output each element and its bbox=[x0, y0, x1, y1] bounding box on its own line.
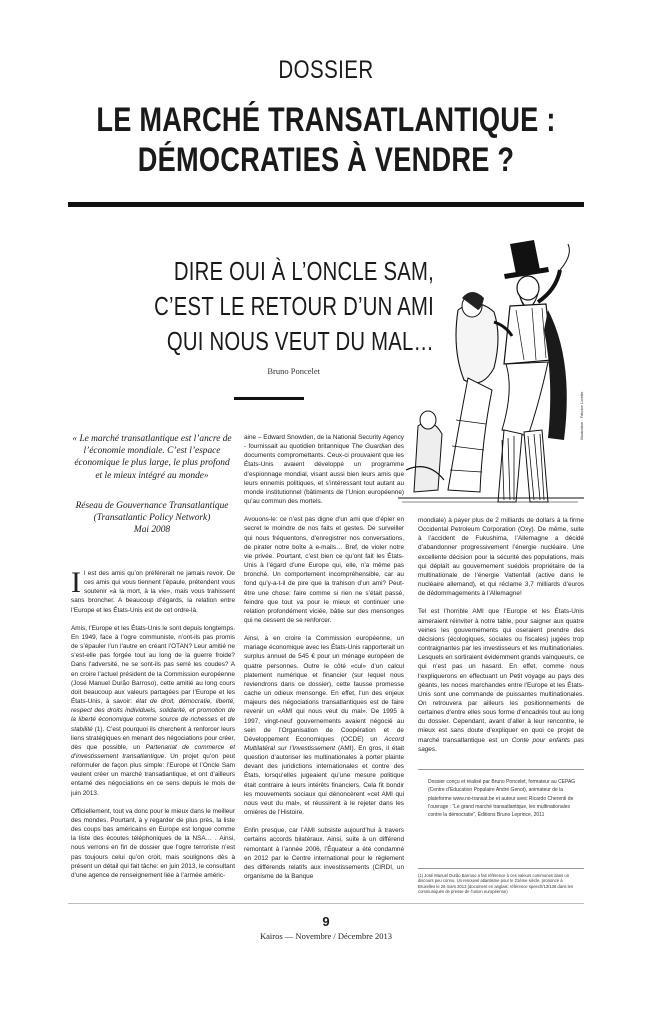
article-column-1 bbox=[71, 566, 236, 889]
subheadline-line-2: C’EST LE RETOUR D’UN AMI bbox=[154, 291, 434, 321]
divider bbox=[418, 868, 584, 869]
paragraph: mondiale) à payer plus de 2 milliards de dollars à la firme Occidental Petroleum Corporation (Oxy). De même, suite à l’accident de Fukushima, l’Allemagne a décidé d’abandonner progressivement l’énergie nucléaire. Une excellente décision pour la sécurité des populations, mais qui déplaît au gouvernement suédois propriétaire de la multinationale de l’énergie Vattenfall (active dans le nucléaire allemand), et qui réclame 3,7 milliards d’euros de dédommagements à l’Allemagne! bbox=[418, 517, 584, 598]
subheadline-line-1: DIRE OUI À L’ONCLE SAM, bbox=[173, 256, 435, 286]
paragraph: aine – Edward Snowden, de la National Security Agency - fournissait au quotidien britannique The Guardian des documents compromettants. Ceux-ci prouvaient que les États-Unis avaient développé un programme d’espionnage mondial, visant aussi bien leurs amis que leurs ennemis politiques, et s’intéressant tout autant au monde institutionnel (bâtiments de l’Union européenne) qu’au commun des mortels. bbox=[244, 434, 404, 506]
illustration-credit: Illustration : Fabrice Lorette bbox=[579, 391, 584, 440]
paragraph: Enfin presque, car l’AMI subsiste aujourd’hui à travers certains accords bilatéraux. Ainsi, suite à un différend remontant à l’année 2006, l’Équateur a été condamné en 2012 par le Centre international pour le règlement des différends relatifs aux investissements (CIRDI, un organisme de la Banque bbox=[244, 827, 404, 881]
paragraph: Amis, l’Europe et les États-Unis le sont depuis longtemps. En 1949, face à l’ogre communiste, n’ont-ils pas promis de s’épauler l’un l’autre en créant l’OTAN? Leur amitié ne s’est-elle pas forgée tout au long de la guerre froide? Dans l’adversité, ne se sont-ils pas serré les coudes? A en croire l’actuel président de la Commission européenne (José Manuel Durão Barroso), cette amitié au long cours doit beaucoup aux valeurs partagées par l’Europe et les États-Unis, à savoir: état de droit, démocratie, liberté, respect des droits individuels, solidarité, et promotion de la liberté économique comme source de richesses et de stabilité (1). C’est pourquoi ils cherchent à renforcer leurs liens stratégiques en menant des négociations pour créer, dès que possible, un Partenariat de commerce et d’investissement transatlantique. Un projet qu’on peut reformuler de façon plus simple: l’Europe et l’Oncle Sam veulent créer un marché transatlantique, et ont d’ailleurs entamé des négociations en ce sens depuis le mois de juin 2013. bbox=[71, 624, 236, 797]
byline-rule bbox=[234, 397, 304, 400]
epigraph-source bbox=[70, 500, 234, 537]
footnote: (1) José Manuel Durão Barroso a fait référence à ces valeurs communes dans un discours peu connu, Un renouvel atlantisme pour le 21ème siècle, prononcé à Bruxelles le 26 mars 2013 (document en anglais: référence speech/13/136 dans les communiqués de presse de l’union européenne) bbox=[418, 873, 574, 895]
epigraph-source-line-2: (Transatlantic Policy Network) bbox=[93, 513, 211, 524]
epigraph-text: « Le marché transatlantique est l’ancre de l’économie mondiale. C’est l’espace économique le plus large, le plus profond et le mieux intégré au monde» bbox=[72, 434, 232, 481]
author-note: Dossier conçu et réalisé par Bruno Poncelet, formateur au CEPAG (Centre d’Education Populaire André Genot), animateur de la plateforme www.no-transat.be et auteur avec Ricardo Cherenti de l’ouvrage : “Le grand marché transatlantique, les multinationales contre la démocratie”, Éditions Bruno Leprince, 2011 bbox=[428, 779, 576, 819]
headline-rule bbox=[68, 202, 584, 207]
paragraph: Tel est l’horrible AMI que l’Europe et les États-Unis aimeraient réinviter à notre table, pour saigner aux quatre veines les gouvernements qui oseraient prendre des décisions (écologiques, sociales ou fiscales) jugées trop contraignantes par les investisseurs et les multinationales. Lesquels en sortiraient évidemment grands vainqueurs, ce qui n’est pas un hasard. En effet, comme nous l’expliquerons en effectuant un Petit voyage au pays des géants, les noces marchandes entre l’Europe et les États-Unis sont une commande de puissantes multinationales. On retrouvera par ailleurs les positionnements de certaines d’entre elles sous forme d’encadrés tout au long du dossier. Cependant, avant d’aller à leur rencontre, le mieux est sans doute d’expliquer en quoi ce projet de marché transatlantique est un Conte pour enfants pas sages. bbox=[418, 608, 585, 753]
subheadline bbox=[64, 254, 434, 359]
uncle-sam-illustration bbox=[398, 240, 584, 506]
paragraph: Ainsi, à en croire la Commission européenne, un mariage économique avec les États-Unis rapporterait un surplus annuel de 545 € pour un ménage européen de quatre personnes. Outre le côté «cul» d’un calcul platement numérique et financier (sur lequel nous reviendrons dans ce dossier), cette fausse promesse cache un odieux mensonge. En effet, l’un des enjeux majeurs des négociations transatlantiques est de faire revenir un «AMI qui nous veut du mal». De 1995 à 1997, vingt-neuf gouvernements avaient négocié au sein de l’Organisation de Coopération et de Développement Economiques (OCDE) un Accord Multilatéral sur l’Investissement (AMI). En gros, il était question d’autoriser les multinationales à porter plainte devant des juridictions internationales et contre des États, lorsqu’elles jugeaient qu’une mesure politique était contraire à leurs intérêts financiers. Cela fit bondir les mouvements sociaux qui dénoncèrent «cet AMI qui nous veut du mal», et réussirent à le rejeter dans les ornières de l’Histoire. bbox=[244, 635, 404, 817]
drop-cap: I bbox=[71, 566, 81, 599]
headline-line-1: LE MARCHÉ TRANSATLANTIQUE : bbox=[96, 101, 556, 139]
paragraph: Il est des amis qu’on préférerait ne jamais revoir. De ces amis qui vous tiennent l’épaule, prétendent vous soutenir «à la mort, à la vie», mais vous trahissent sans broncher. A beaucoup d’égards, la relation entre l’Europe et les États-Unis est de cet ordre-là. bbox=[71, 566, 235, 614]
section-kicker: DOSSIER bbox=[278, 56, 374, 84]
page-number: 9 bbox=[322, 914, 330, 929]
divider bbox=[68, 903, 584, 904]
divider bbox=[418, 769, 584, 770]
epigraph bbox=[70, 433, 234, 536]
paragraph: Avouons-le: ce n’est pas digne d’un ami que d’épier en secret le moindre de nos faits et gestes. De surveiller qui nous fréquentons, d’enregistrer nos conversations, de pirater notre boîte à e-mails… Bref, de violer notre vie privée. Pourtant, c’est bien ce qu’ont fait les États-Unis à l’égard d’une Europe qui, elle, n’a même pas bronché. Un comportement incompréhensible, car au fond qu’y-a-t-il de pire que la trahison d’un ami? Peut-être une chose: faire comme si rien ne s’était passé, feindre que tout va pour le mieux et continuer une relation profondément viciée, bâtie sur des mensonges qui ne cessent de se renforcer. bbox=[244, 516, 404, 624]
epigraph-source-line-3: Mai 2008 bbox=[133, 525, 171, 536]
paragraph: Officiellement, tout va donc pour le mieux dans le meilleur des mondes. Pourtant, à y regarder de plus près, la liste des coups bas américains en Europe est longue comme la liste des écoutes téléphoniques de la NSA… . Ainsi, nous verrons en fin de dossier que l’ogre terroriste n’est pas toujours celui qu’on croit, mais soulignons dès à présent un détail qui fait tâche: en juin 2013, le consultant d’une agence de renseignement liée à l’armée améric- bbox=[71, 807, 235, 879]
headline bbox=[0, 100, 652, 180]
subheadline-line-3: QUI NOUS VEUT DU MAL… bbox=[166, 326, 435, 356]
article-column-2 bbox=[244, 433, 404, 890]
epigraph-source-line-1: Réseau de Gouvernance Transatlantique bbox=[75, 500, 229, 511]
byline: Bruno Poncelet bbox=[267, 366, 320, 376]
article-column-3 bbox=[418, 516, 584, 763]
headline-line-2: DÉMOCRATIES À VENDRE ? bbox=[137, 141, 515, 179]
page-footer: Kairos — Novembre / Décembre 2013 bbox=[260, 931, 392, 941]
